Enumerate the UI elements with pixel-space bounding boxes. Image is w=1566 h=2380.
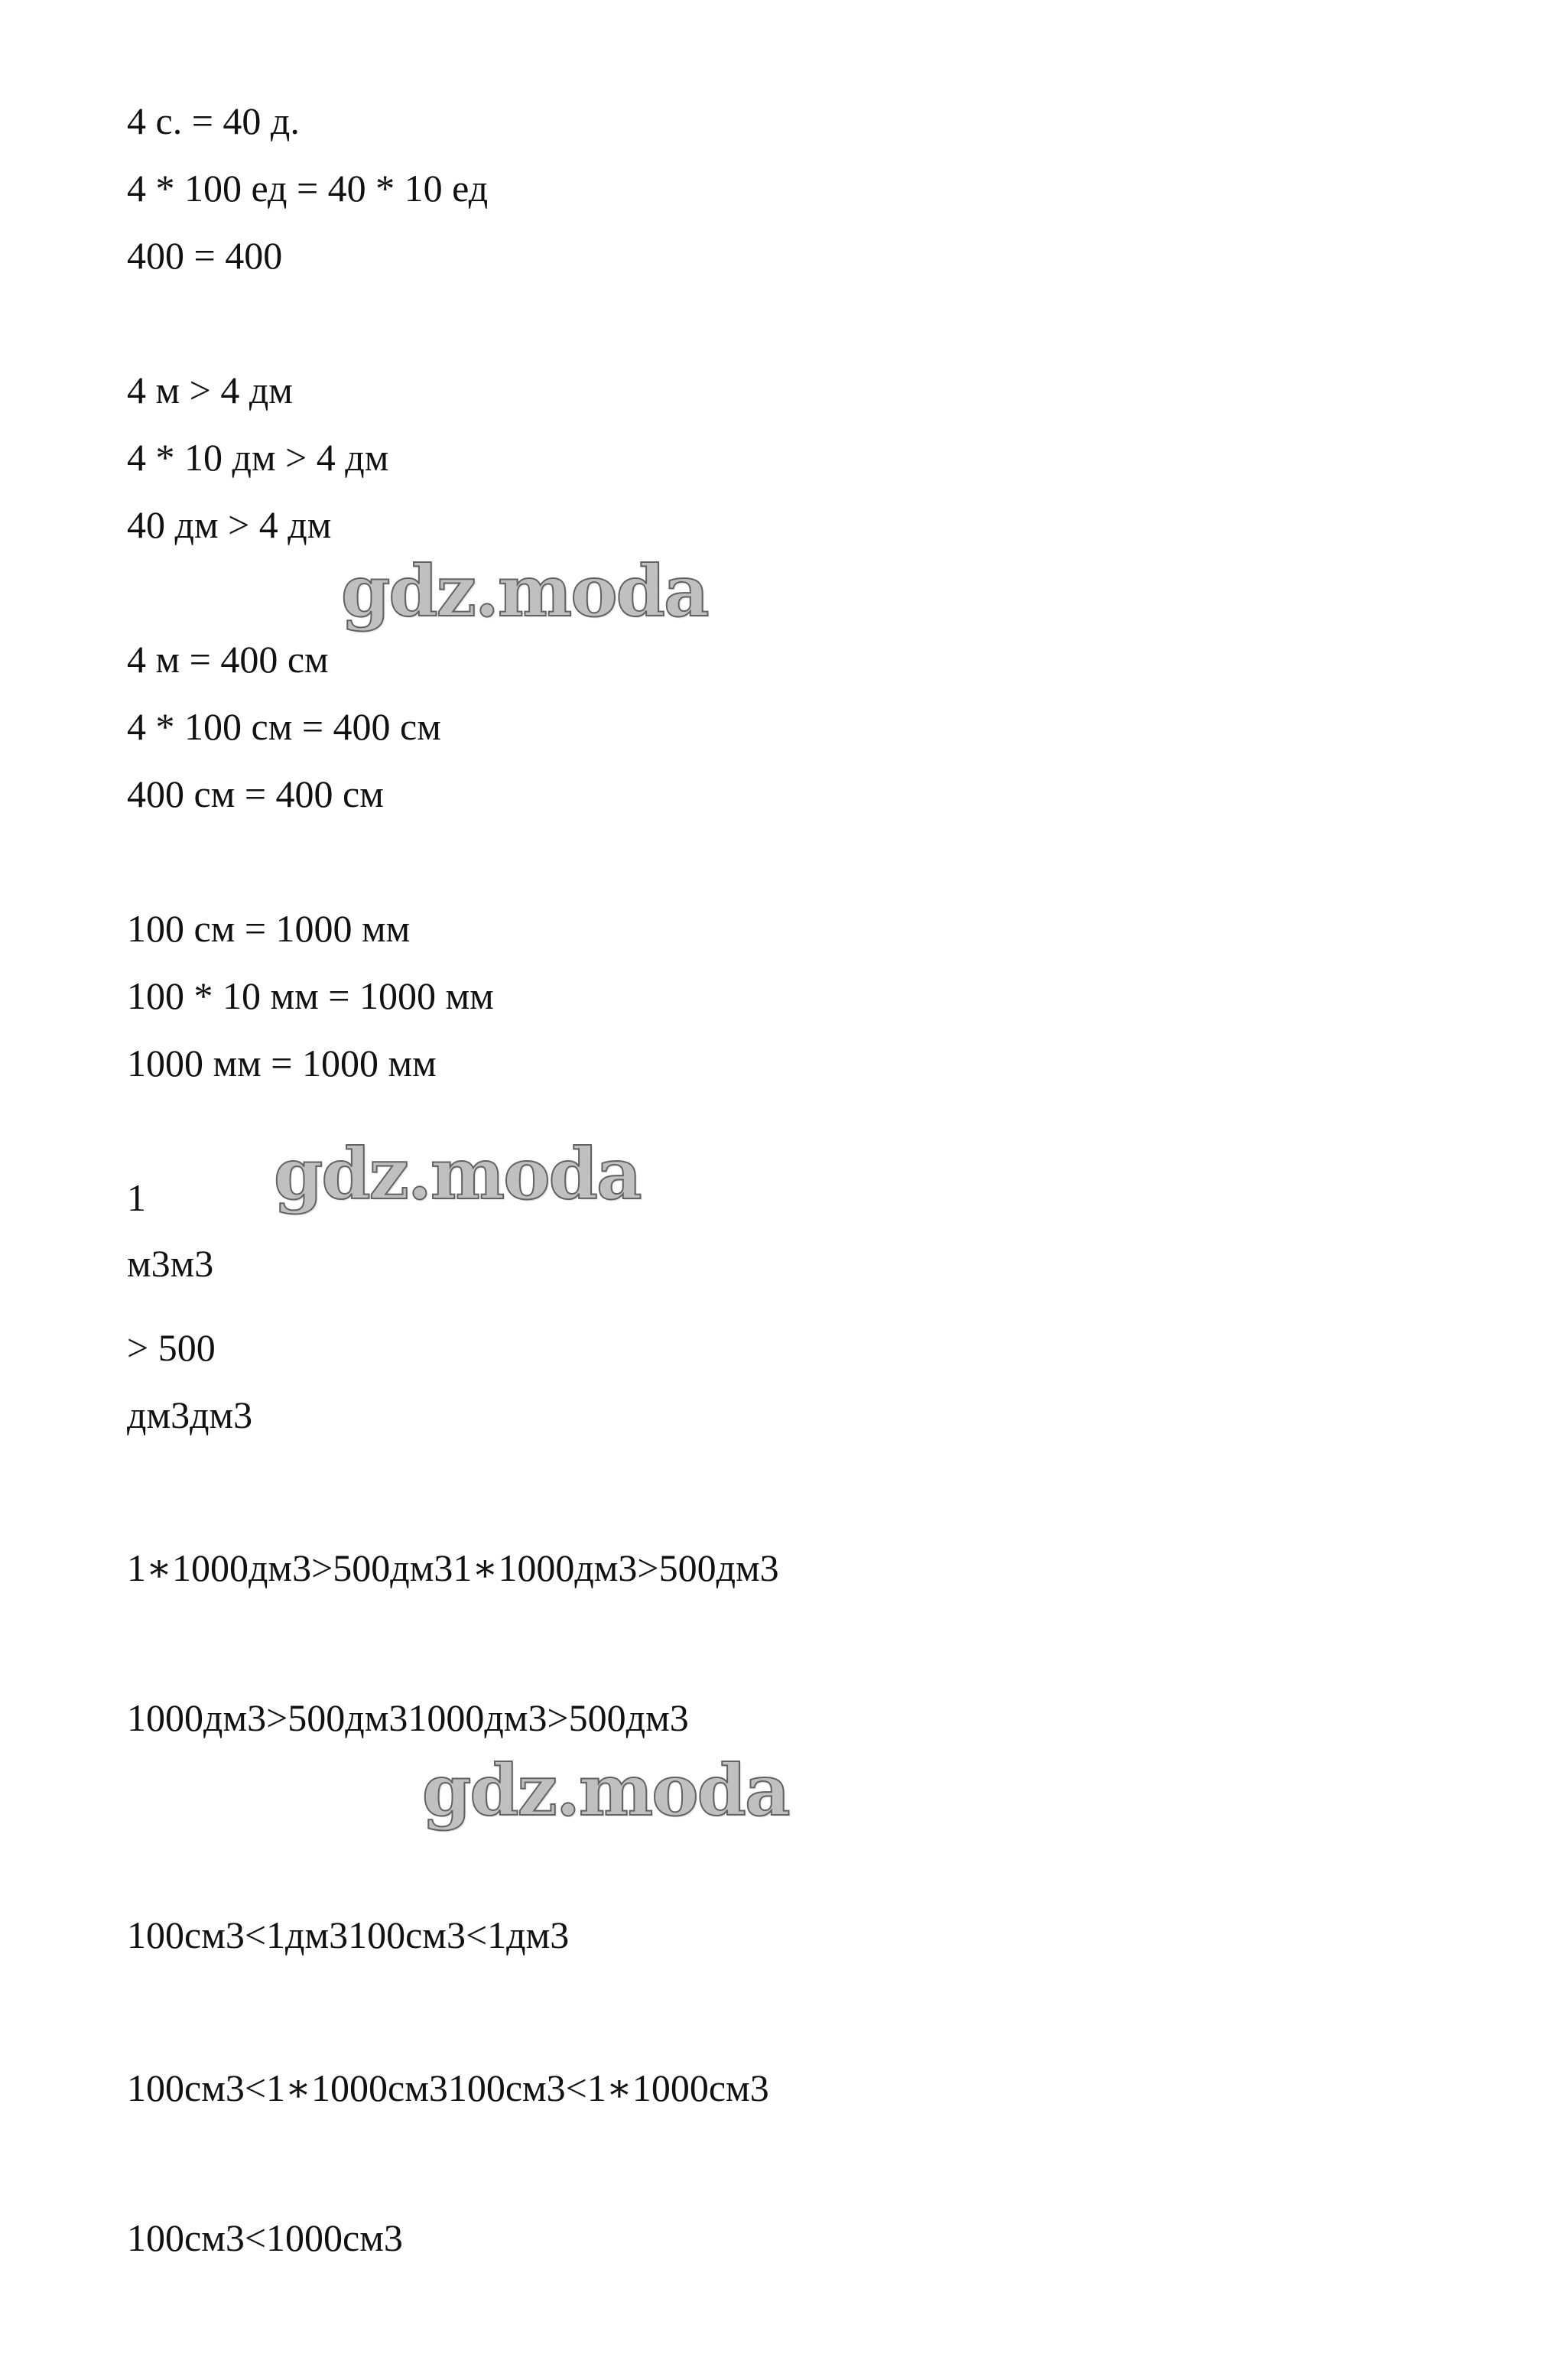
text-line: 40 дм > 4 дм bbox=[127, 503, 332, 546]
text-line: 4 м > 4 дм bbox=[127, 369, 293, 411]
text-line: 100см3<1∗1000см3100см3<1∗1000см3 bbox=[127, 2066, 769, 2109]
text-line: 1000дм3>500дм31000дм3>500дм3 bbox=[127, 1696, 689, 1739]
text-line: 100 * 10 мм = 1000 мм bbox=[127, 974, 494, 1017]
text-line: > 500 bbox=[127, 1326, 216, 1369]
text-line: 1000 мм = 1000 мм bbox=[127, 1042, 437, 1084]
text-line: 4 * 10 дм > 4 дм bbox=[127, 436, 389, 479]
text-line: 100см3<1дм3100см3<1дм3 bbox=[127, 1913, 570, 1956]
text-line: 100 см = 1000 мм bbox=[127, 907, 411, 950]
text-line: 100см3<1000см3 bbox=[127, 2216, 403, 2259]
text-line: м3м3 bbox=[127, 1242, 214, 1285]
watermark-logo: gdz.moda bbox=[274, 1133, 641, 1215]
watermark-logo: gdz.moda bbox=[422, 1749, 789, 1832]
text-line: дм3дм3 bbox=[127, 1393, 253, 1436]
text-line: 4 м = 400 см bbox=[127, 638, 329, 681]
text-line: 4 с. = 40 д. bbox=[127, 99, 300, 142]
text-line: 400 = 400 bbox=[127, 234, 283, 277]
watermark-logo: gdz.moda bbox=[341, 550, 708, 632]
text-line: 1 bbox=[127, 1176, 146, 1219]
text-line: 4 * 100 см = 400 см bbox=[127, 705, 441, 748]
text-line: 400 см = 400 см bbox=[127, 772, 384, 815]
text-line: 1∗1000дм3>500дм31∗1000дм3>500дм3 bbox=[127, 1546, 779, 1589]
text-line: 4 * 100 ед = 40 * 10 ед bbox=[127, 167, 489, 210]
